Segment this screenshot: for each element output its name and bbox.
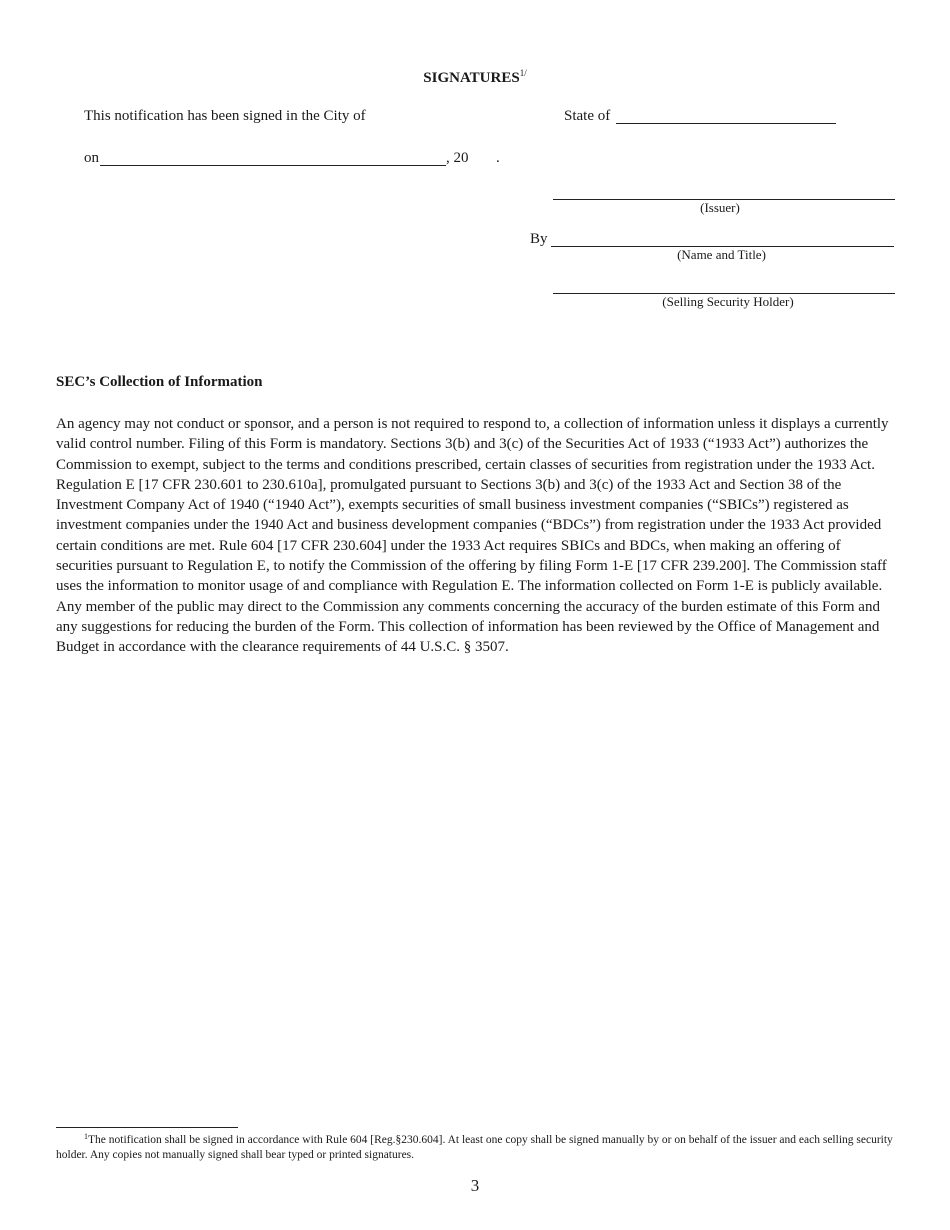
title-text: SIGNATURES (423, 70, 520, 86)
date-signature-line[interactable] (100, 165, 446, 166)
date-period: . (496, 150, 500, 166)
footnote (56, 1129, 896, 1163)
year-prefix: , 20 (446, 150, 469, 166)
section-heading: SEC’s Collection of Information (56, 374, 263, 390)
selling-holder-caption: (Selling Security Holder) (662, 294, 794, 309)
state-signature-line[interactable] (616, 123, 836, 124)
by-label: By (530, 231, 548, 247)
footnote-text: The notification shall be signed in accordance with Rule 604 [Reg.§230.604]. At least one copy shall be signed manually by or on behalf of the issuer and each selling security holder. Any copies not manually signed shall bear typed or printed signatures. (56, 1134, 893, 1161)
page-number: 3 (470, 1176, 480, 1195)
name-title-caption: (Name and Title) (677, 247, 766, 262)
title-footnote-marker: 1/ (519, 68, 527, 78)
on-label: on (84, 150, 99, 166)
page-title (0, 68, 950, 87)
footnote-marker: 1 (84, 1132, 88, 1141)
state-label: State of (564, 108, 611, 124)
city-statement: This notification has been signed in the City of (84, 108, 366, 124)
issuer-caption: (Issuer) (700, 200, 740, 215)
collection-paragraph: An agency may not conduct or sponsor, and a person is not required to respond to, a collection of information unless it displays a currently valid control number. Filing of this Form is mandatory. Sections 3(b) and 3(c) of the Securities Act of 1933 (“1933 Act”) authorizes the Commission to exempt, subject to the terms and conditions prescribed, certain classes of securities from registration under the 1933 Act. Regulation E [17 CFR 230.601 to 230.610a], promulgated pursuant to Sections 3(b) and 3(c) of the 1933 Act and Section 38 of the Investment Company Act of 1940 (“1940 Act”), exempts securities of small business investment companies (“SBICs”) registered as investment companies under the 1940 Act and business development companies (“BDCs”) from registration under the 1933 Act provided certain conditions are met. Rule 604 [17 CFR 230.604] under the 1933 Act requires SBICs and BDCs, when making an offering of securities pursuant to Regulation E, to notify the Commission of the offering by filing Form 1-E [17 CFR 239.200]. The Commission staff uses the information to monitor usage of and compliance with Regulation E. The information collected on Form 1-E is publicly available. Any member of the public may direct to the Commission any comments concerning the accuracy of the burden estimate of this Form and any suggestions for reducing the burden of the Form. This collection of information has been reviewed by the Office of Management and Budget in accordance with the clearance requirements of 44 U.S.C. § 3507. (56, 416, 889, 656)
footnote-divider (56, 1127, 238, 1128)
